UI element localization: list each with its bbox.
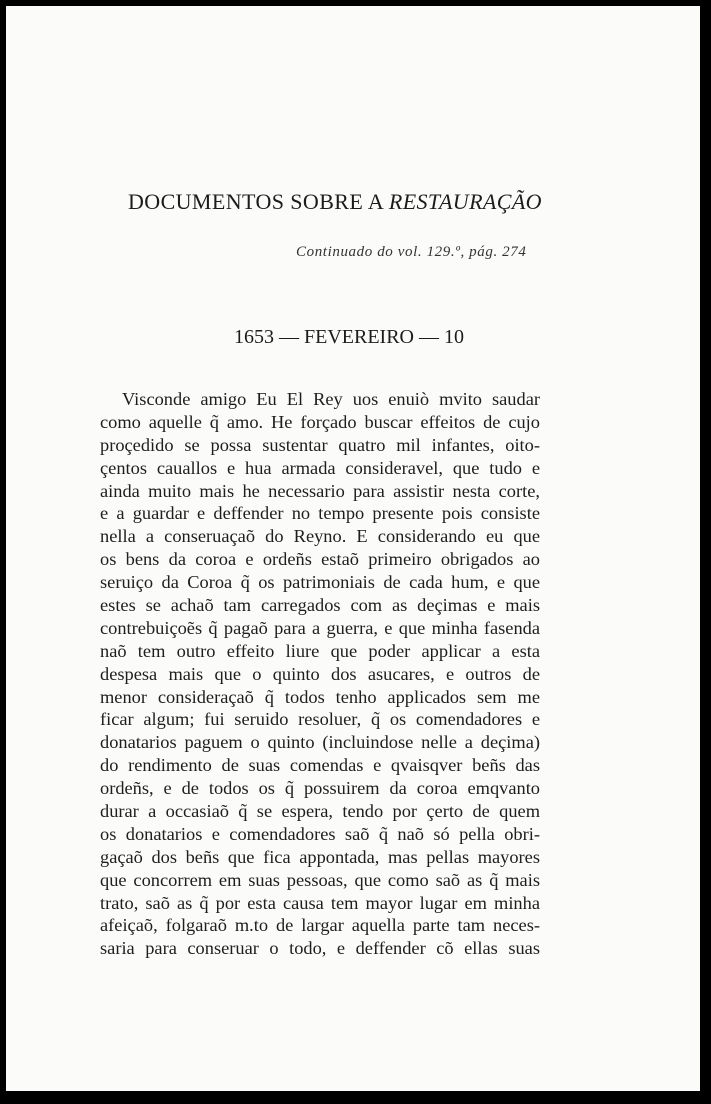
text-line: menor consideraçaõ q̃ todos tenho applicados sem me	[100, 686, 540, 707]
text-line: os bens da coroa e ordeñs estaõ primeiro obrigados ao	[100, 549, 540, 570]
text-line: do rendimento de suas comendas e qvaisqver beñs das	[100, 755, 540, 776]
text-line: como aquelle q̃ amo. He forçado buscar effeitos de cujo	[100, 411, 540, 432]
text-line: ficar algum; fui seruido resoluer, q̃ os comendadores e	[100, 709, 540, 730]
document-title	[128, 189, 542, 215]
text-line: donatarios paguem o quinto (incluindose nelle a deçima)	[100, 732, 540, 753]
text-line: naõ tem outro effeito liure que poder applicar a esta	[100, 640, 540, 661]
text-line: gaçaõ dos beñs que fica appontada, mas pellas mayores	[100, 846, 540, 867]
text-line: proçedido se possa sustentar quatro mil infantes, oito-	[100, 434, 540, 455]
text-line: que concorrem em suas pessoas, que como saõ as q̃ mais	[100, 869, 540, 890]
title-text: DOCUMENTOS SOBRE A	[128, 189, 389, 214]
letter-body	[100, 388, 540, 960]
text-line: os donatarios e comendadores saõ q̃ naõ só pella obri-	[100, 823, 540, 844]
text-line: despesa mais que o quinto dos asucares, e outros de	[100, 663, 540, 684]
document-page	[6, 6, 700, 1091]
text-line: saria para conseruar o todo, e deffender cõ ellas suas	[100, 938, 540, 959]
text-line: ordeñs, e de todos os q̃ possuirem da coroa emqvanto	[100, 778, 540, 799]
text-line: çentos cauallos e hua armada consideravel, que tudo e	[100, 457, 540, 478]
text-line: durar a occasiaõ q̃ se espera, tendo por çerto de quem	[100, 801, 540, 822]
text-line: trato, saõ as q̃ por esta causa tem mayor lugar em minha	[100, 892, 540, 913]
text-line: nella a conseruaçaõ do Reyno. E considerando eu que	[100, 526, 540, 547]
continuation-note: Continuado do vol. 129.º, pág. 274	[296, 244, 527, 260]
text-line: contrebuiçoẽs q̃ pagaõ para a guerra, e que minha fasenda	[100, 617, 540, 638]
text-line: estes se achaõ tam carregados com as deçimas e mais	[100, 595, 540, 616]
text-line: e a guardar e deffender no tempo presente pois consiste	[100, 503, 540, 524]
text-line: afeiçaõ, folgaraõ m.to de largar aquella parte tam neces-	[100, 915, 540, 936]
text-line: Visconde amigo Eu El Rey uos enuiò mvito saudar	[122, 389, 540, 409]
title-italic-word: RESTAURAÇÃO	[388, 189, 542, 214]
letter-date: 1653 — FEVEREIRO — 10	[234, 326, 464, 348]
text-line: ainda muito mais he necessario para assistir nesta corte,	[100, 480, 540, 501]
text-line: seruiço da Coroa q̃ os patrimoniais de cada hum, e que	[100, 572, 540, 593]
